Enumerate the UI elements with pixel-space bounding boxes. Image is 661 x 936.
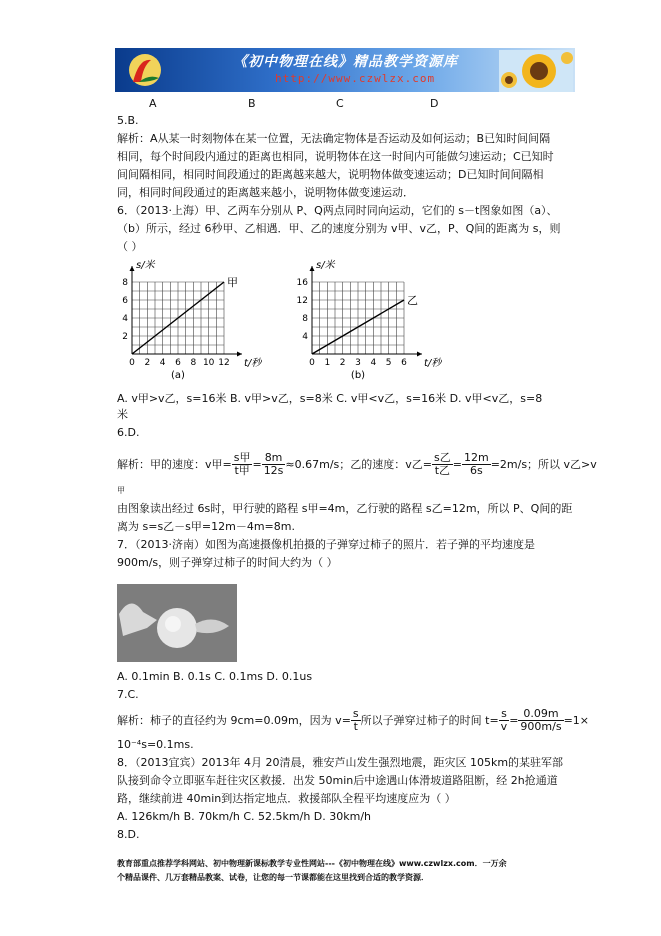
- top-option-b: B: [248, 97, 256, 110]
- q8-options: A. 126km/h B. 70km/h C. 52.5km/h D. 30km/h: [117, 810, 372, 823]
- q6-analysis-prefix: 解析：甲的速度：v甲=: [117, 457, 232, 471]
- chart-caption: (b): [350, 370, 366, 381]
- q6-frac-s-over-t-jia: $\frac{\text{s甲}}{\text{t甲}}$: [233, 451, 251, 477]
- footer-line-2: 个精品课件、几万套精品教案、试卷，让您的每一节课都能在这里找到合适的教学资源．: [117, 873, 429, 882]
- site-logo: [125, 52, 165, 88]
- q6-answer: 6.D.: [117, 426, 140, 439]
- y-axis-label: s/米: [136, 260, 155, 271]
- x-tick-label: 6: [401, 358, 407, 368]
- x-axis-arrow: [417, 352, 422, 357]
- y-tick-label: 6: [122, 296, 128, 306]
- y-axis-arrow: [130, 266, 135, 271]
- q6-analysis-2: 由图象读出经过 6s时，甲行驶的路程 s甲=4m，乙行驶的路程 s乙=12m，所以 P、Q间的距: [117, 502, 573, 515]
- q6-stem-3: （ ）: [117, 240, 143, 253]
- x-tick-label: 1: [324, 358, 331, 368]
- y-axis-arrow: [310, 266, 315, 271]
- q7-stem-2: 900m/s，则子弹穿过柿子的时间大约为（ ）: [117, 556, 338, 569]
- q7-end: =1×: [563, 713, 589, 727]
- x-tick-label: 2: [144, 358, 151, 368]
- x-tick-label: 6: [175, 358, 181, 368]
- q6-frac-12m-6s: $\frac{12m}{6s}$: [463, 451, 489, 477]
- top-option-d: D: [430, 97, 439, 110]
- x-tick-label: 4: [159, 358, 166, 368]
- x-axis-arrow: [237, 352, 242, 357]
- x-tick-label: 8: [190, 358, 197, 368]
- q6-stem-2: （b）所示，经过 6秒甲、乙相遇．甲、乙的速度分别为 v甲、v乙，P、Q间的距离为 s，则: [117, 222, 561, 235]
- y-tick-label: 12: [296, 296, 308, 306]
- chart-a: [110, 258, 270, 388]
- top-option-a: A: [149, 97, 157, 110]
- banner-url[interactable]: http://www.czwlzx.com: [275, 72, 436, 85]
- q5-analysis-4: 同，相同时间段通过的距离越来越小，说明物体做变速运动．: [117, 186, 414, 199]
- x-tick-label: 0: [129, 358, 135, 368]
- q7-frac-s-over-t: $\frac{s}{t}$: [352, 707, 359, 733]
- x-tick-label: 4: [370, 358, 377, 368]
- y-axis-label: s/米: [316, 260, 335, 271]
- y-tick-label: 8: [122, 278, 128, 288]
- sunflower-image: [499, 50, 573, 92]
- q6-end: =2m/s；所以 v乙>v: [490, 457, 597, 471]
- q7-stem-1: 7．（2013·济南）如图为高速摄像机拍摄的子弹穿过柿子的照片．若子弹的平均速度是: [117, 538, 535, 551]
- q8-stem-1: 8．（2013宜宾）2013年 4月 20清晨，雅安芦山发生强烈地震，距灾区 105km的某驻军部: [117, 756, 564, 769]
- site-banner: [115, 48, 575, 92]
- q6-analysis-cont: 甲: [117, 486, 125, 495]
- q6-options-2: 米: [117, 408, 128, 421]
- y-tick-label: 16: [296, 278, 308, 288]
- q5-answer: 5.B.: [117, 114, 139, 127]
- x-tick-label: 2: [339, 358, 346, 368]
- x-tick-label: 10: [202, 358, 215, 368]
- q8-answer: 8.D.: [117, 828, 140, 841]
- top-option-c: C: [336, 97, 344, 110]
- y-tick-label: 2: [122, 332, 128, 342]
- q6-frac-s-over-t-yi: $\frac{\text{s乙}}{\text{t乙}}$: [434, 451, 451, 477]
- q6-stem-1: 6．（2013·上海）甲、乙两车分别从 P、Q两点同时同向运动，它们的 s－t图象如图（a）、: [117, 204, 558, 217]
- q5-analysis-1: 解析：A从某一时刻物体在某一位置，无法确定物体是否运动及如何运动；B已知时间间隔: [117, 132, 551, 145]
- series-label: 乙: [407, 294, 418, 307]
- x-axis-label: t/秒: [424, 358, 442, 369]
- q6-approx: ≈0.67m/s；乙的速度：v乙=: [285, 457, 433, 471]
- q6-frac-8m-12s: $\frac{8m}{12s}$: [263, 451, 284, 477]
- banner-title: 《初中物理在线》精品教学资源库: [233, 54, 458, 70]
- q7-frac-s-over-v: $\frac{s}{v}$: [500, 707, 508, 733]
- x-tick-label: 5: [385, 358, 392, 368]
- y-tick-label: 4: [122, 314, 128, 324]
- q7-frac-values: $\frac{0.09m}{900m/s}$: [520, 707, 562, 733]
- footer-line-1: 教育部重点推荐学科网站、初中物理新课标教学专业性网站---《初中物理在线》www.czwlzx.com．一万余: [117, 859, 507, 868]
- bullet-persimmon-photo: [117, 584, 237, 662]
- x-tick-label: 0: [309, 358, 315, 368]
- q6-analysis-formula: 解析：甲的速度：v甲= $\frac{\text{s甲}}{\text{t甲}}$ = $\frac{8m}{12s}$ ≈0.67m/s；乙的速度：v乙= $\frac{\text{s乙}}{\text{t乙}}$ = $\frac{12m}{6s}$ =2m/s；所以 v乙>v: [117, 451, 597, 477]
- q7-analysis-prefix: 解析：柿子的直径约为 9cm=0.09m，因为 v=: [117, 713, 351, 727]
- q7-answer: 7.C.: [117, 688, 139, 701]
- series-label: 甲: [227, 276, 238, 289]
- q7-analysis-formula: 解析：柿子的直径约为 9cm=0.09m，因为 v= $\frac{s}{t}$ 所以子弹穿过柿子的时间 t= $\frac{s}{v}$ = $\frac{0.09m}{900m/s}$ =1×: [117, 707, 589, 733]
- x-axis-label: t/秒: [244, 358, 262, 369]
- q6-options-1: A. v甲>v乙，s=16米 B. v甲>v乙，s=8米 C. v甲<v乙，s=16米 D. v甲<v乙，s=8: [117, 392, 543, 405]
- q8-stem-3: 路，继续前进 40min到达指定地点．救援部队全程平均速度应为（ ）: [117, 792, 456, 805]
- q5-analysis-3: 间间隔相同，相同时间段通过的距离越来越大，说明物体做变速运动；D已知时间间隔相: [117, 168, 544, 181]
- y-tick-label: 8: [302, 314, 308, 324]
- x-tick-label: 3: [355, 358, 361, 368]
- q7-analysis-2: 10⁻⁴s=0.1ms.: [117, 738, 194, 751]
- q7-options: A. 0.1min B. 0.1s C. 0.1ms D. 0.1us: [117, 670, 313, 683]
- chart-b: [290, 258, 450, 388]
- x-tick-label: 12: [218, 358, 230, 368]
- y-tick-label: 4: [302, 332, 308, 342]
- q8-stem-2: 队接到命令立即驱车赶往灾区救援．出发 50min后中途遇山体滑坡道路阻断，经 2h抢通道: [117, 774, 558, 787]
- q6-analysis-3: 离为 s=s乙－s甲=12m－4m=8m.: [117, 520, 295, 533]
- q7-mid: 所以子弹穿过柿子的时间 t=: [360, 713, 499, 727]
- q5-analysis-2: 相同，每个时间段内通过的距离也相同，说明物体在这一时间内可能做匀速运动；C已知时: [117, 150, 554, 163]
- chart-caption: (a): [171, 370, 185, 381]
